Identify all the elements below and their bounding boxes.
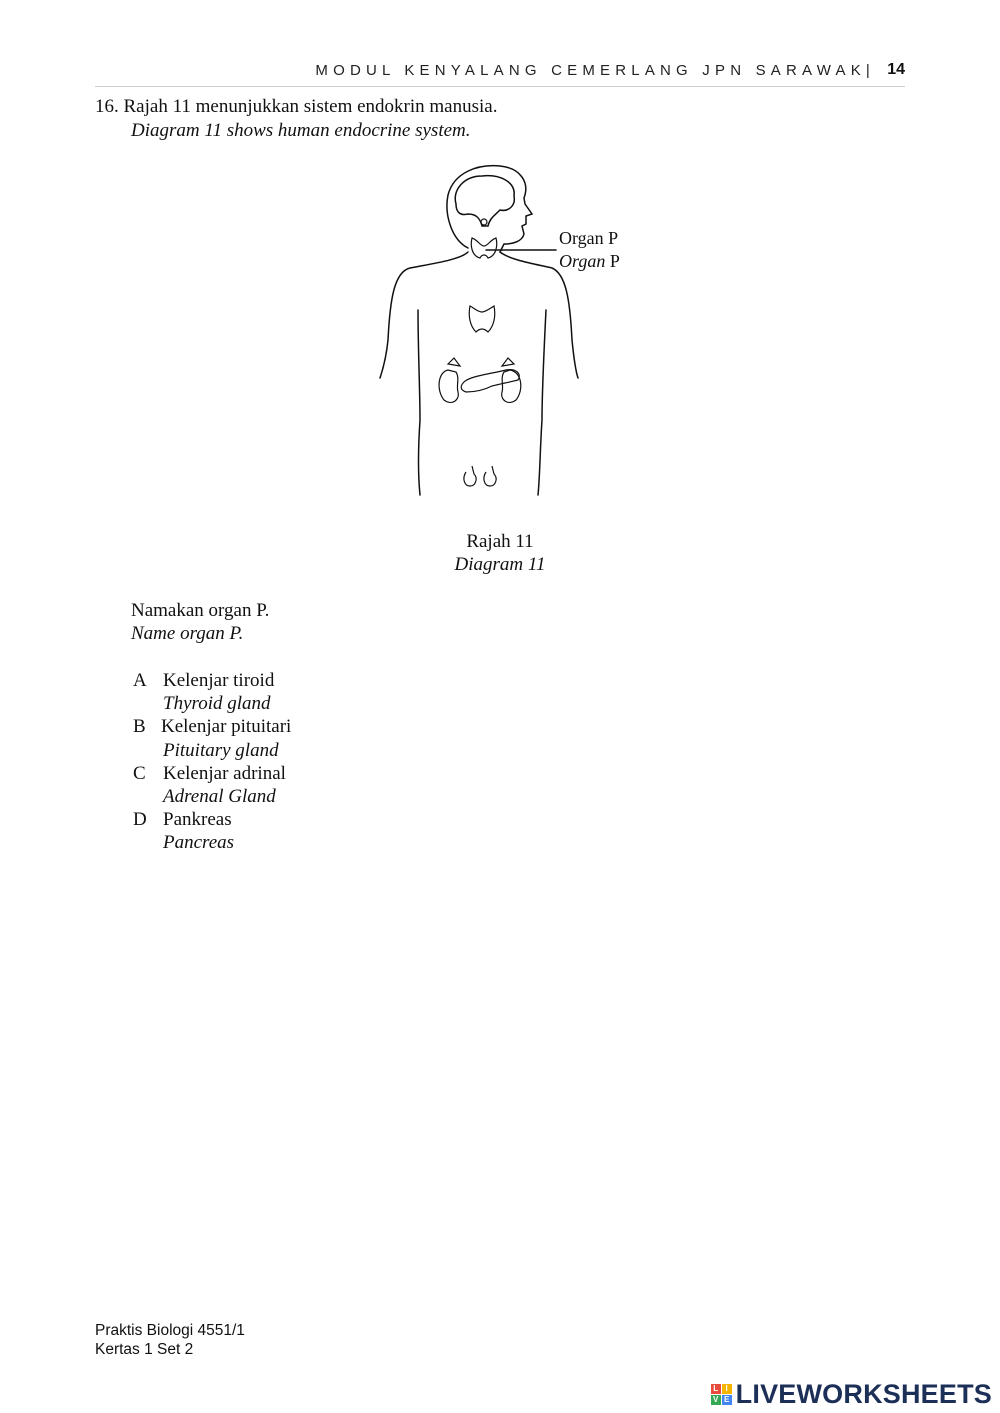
option-a-ms[interactable]: Kelenjar tiroid: [163, 670, 275, 691]
thyroid-gland: [471, 238, 496, 258]
option-c-ms[interactable]: Kelenjar adrinal: [163, 763, 286, 784]
brand-name: LIVEWORKSHEETS: [735, 1378, 992, 1409]
logo-letter-v: V: [711, 1395, 721, 1405]
prompt-ms: Namakan organ P.: [131, 600, 270, 621]
option-c-en[interactable]: Adrenal Gland: [163, 786, 276, 807]
prompt-en: Name organ P.: [131, 623, 244, 644]
logo-letter-l: L: [711, 1384, 721, 1394]
diagram-caption-en: Diagram 11: [454, 554, 546, 575]
head-outline: [447, 166, 532, 252]
pituitary-gland: [481, 219, 487, 225]
left-adrenal: [448, 358, 460, 366]
right-adrenal: [502, 358, 514, 366]
right-gonad: [484, 466, 496, 486]
logo-letter-i: I: [722, 1384, 732, 1394]
page-number: 14: [887, 61, 905, 78]
option-c-letter[interactable]: C: [133, 763, 146, 784]
liveworksheets-icon: [711, 1384, 732, 1405]
option-b-letter[interactable]: B: [133, 716, 146, 737]
option-a-letter[interactable]: A: [133, 670, 147, 691]
pancreas: [461, 370, 519, 392]
brain-outline: [455, 176, 514, 226]
page-header: [95, 60, 905, 87]
liveworksheets-logo[interactable]: [711, 1378, 992, 1410]
organ-p-label-en: Organ P: [559, 251, 620, 271]
option-b-ms[interactable]: Kelenjar pituitari: [161, 716, 292, 737]
thymus-gland: [469, 306, 495, 332]
option-d-ms[interactable]: Pankreas: [163, 809, 232, 830]
question-stem-ms: 16. Rajah 11 menunjukkan sistem endokrin manusia.: [95, 96, 498, 117]
module-title: MODUL KENYALANG CEMERLANG JPN SARAWAK|: [315, 62, 875, 79]
left-gonad: [464, 466, 476, 486]
organ-p-label: Organ P: [559, 228, 619, 248]
diagram-caption-ms: Rajah 11: [466, 531, 534, 552]
question-number: 16.: [95, 96, 119, 117]
left-arm-inner: [418, 310, 420, 495]
question-stem-en: Diagram 11 shows human endocrine system.: [131, 120, 471, 141]
right-kidney: [502, 370, 521, 402]
logo-letter-e: E: [722, 1395, 732, 1405]
option-d-letter[interactable]: D: [133, 809, 147, 830]
endocrine-diagram: [360, 160, 640, 505]
right-arm-inner: [538, 310, 546, 495]
footer-line-2: Kertas 1 Set 2: [95, 1341, 194, 1358]
option-d-en[interactable]: Pancreas: [163, 832, 235, 853]
option-b-en[interactable]: Pituitary gland: [163, 740, 279, 761]
footer-line-1: Praktis Biologi 4551/1: [95, 1322, 245, 1339]
left-kidney: [439, 370, 458, 402]
option-a-en[interactable]: Thyroid gland: [163, 693, 271, 714]
